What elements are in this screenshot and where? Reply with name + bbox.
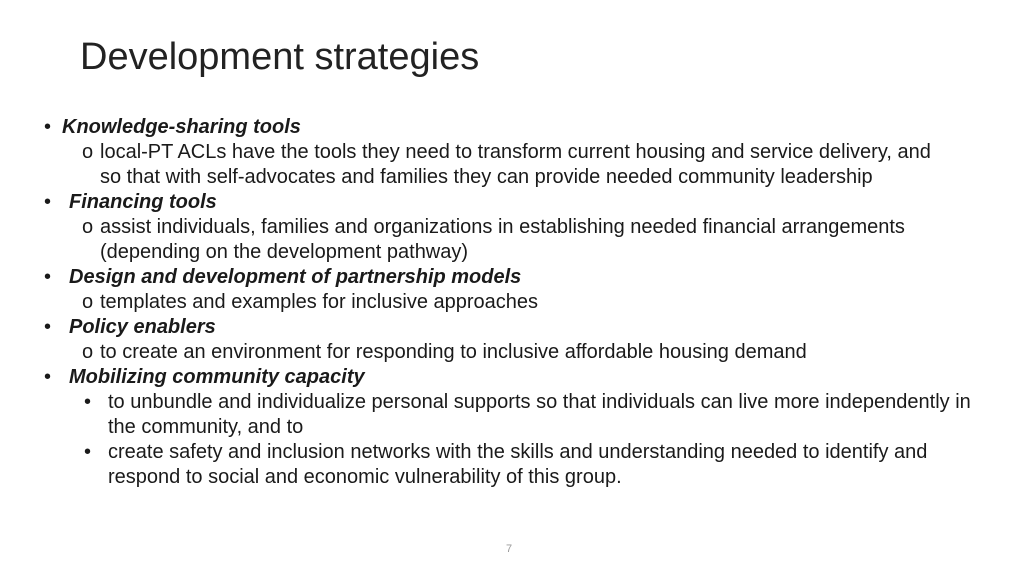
bullet-disc-icon: • (44, 191, 52, 213)
bullet-circle-icon: o (82, 216, 94, 238)
section-heading: Policy enablers (69, 316, 216, 338)
bullet-disc-icon: • (44, 266, 52, 288)
section-heading-policy-enablers (0, 315, 1024, 340)
sub-item (0, 440, 1024, 490)
sub-item-text: assist individuals, families and organizations in establishing needed financial arrangements (depending on the development pathway) (100, 216, 905, 263)
sub-item-text: create safety and inclusion networks with the skills and understanding needed to identify and respond to social and economic vulnerability of this group. (108, 441, 928, 488)
bullet-circle-icon: o (82, 341, 94, 363)
bullet-disc-icon: • (44, 116, 52, 138)
sub-item (0, 340, 1024, 365)
section-heading-partnership-models (0, 265, 1024, 290)
sub-item (0, 215, 1024, 265)
slide-title: Development strategies (80, 36, 480, 78)
bullet-disc-icon: • (84, 391, 92, 413)
sub-item (0, 390, 1024, 440)
section-heading: Design and development of partnership models (69, 266, 522, 288)
sub-item-text: to create an environment for responding to inclusive affordable housing demand (100, 341, 807, 363)
sub-item-text: templates and examples for inclusive approaches (100, 291, 539, 313)
sub-item (0, 290, 1024, 315)
section-heading-community-capacity (0, 365, 1024, 390)
section-heading: Financing tools (69, 191, 217, 213)
slide-body (0, 115, 1024, 490)
sub-item-text: local-PT ACLs have the tools they need to transform current housing and service delivery, and so that with self-advocates and families they can provide needed community leadership (100, 141, 931, 188)
bullet-disc-icon: • (44, 366, 52, 388)
section-heading-knowledge-sharing (0, 115, 1024, 140)
bullet-circle-icon: o (82, 291, 94, 313)
page-number: 7 (506, 543, 513, 555)
bullet-disc-icon: • (44, 316, 52, 338)
bullet-disc-icon: • (84, 441, 92, 463)
section-heading: Mobilizing community capacity (69, 366, 365, 388)
bullet-circle-icon: o (82, 141, 94, 163)
sub-item (0, 140, 1024, 190)
section-heading-financing (0, 190, 1024, 215)
sub-item-text: to unbundle and individualize personal supports so that individuals can live more independently in the community, and to (108, 391, 971, 438)
section-heading: Knowledge-sharing tools (62, 116, 301, 138)
